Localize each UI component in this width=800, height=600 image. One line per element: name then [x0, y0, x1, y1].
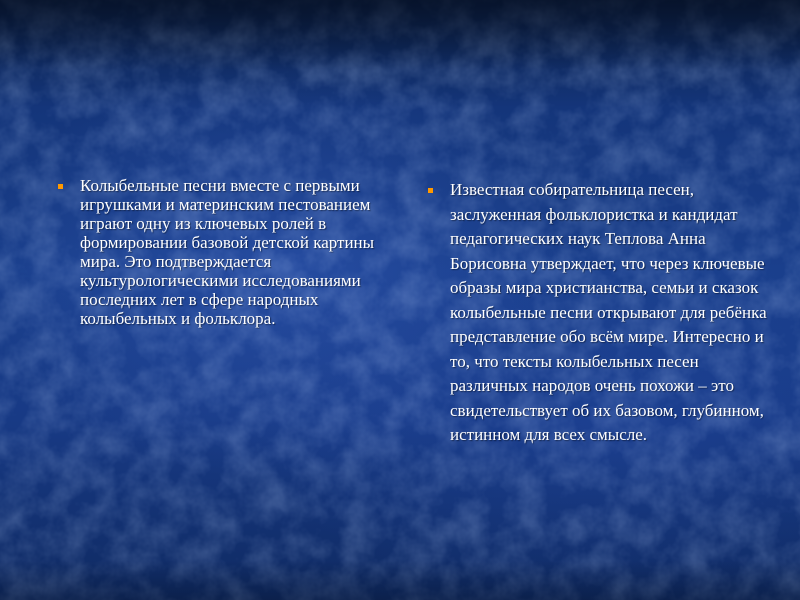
top-shade	[0, 0, 800, 70]
left-text-column	[58, 176, 388, 328]
right-bullet-item	[428, 178, 768, 448]
bottom-shade	[0, 560, 800, 600]
left-paragraph: Колыбельные песни вместе с первыми игрушками и материнским пестованием играют одну из ключевых ролей в формировании базовой детской картины мира. Это подтверждается культурологическими исследованиями последних лет в сфере народных колыбельных и фольклора.	[80, 176, 375, 328]
right-text-column	[428, 178, 768, 448]
bullet-square-icon	[428, 188, 433, 193]
bullet-square-icon	[58, 184, 63, 189]
right-paragraph: Известная собирательница песен, заслуженная фольклористка и кандидат педагогических наук Теплова Анна Борисовна утверждает, что через ключевые образы мира христианства, семьи и сказок колыбельные песни открывают для ребёнка представление обо всём мире. Интересно и то, что тексты колыбельных песен различных народов очень похожи – это свидетельствует об их базовом, глубинном, истинном для всех смысле.	[450, 180, 767, 444]
left-bullet-item	[58, 176, 388, 328]
